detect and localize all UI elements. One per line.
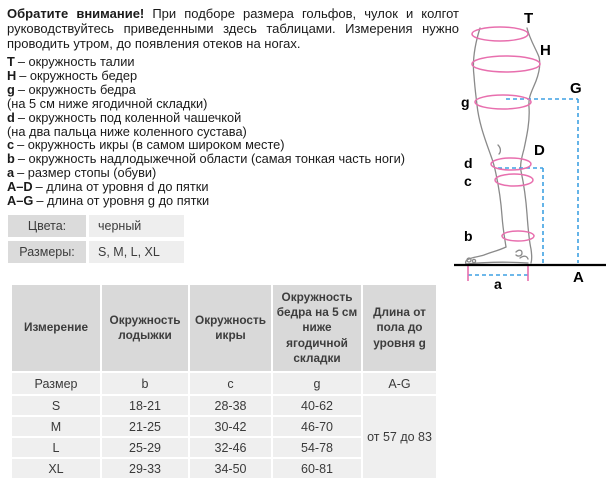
colors-label: Цвета: bbox=[8, 215, 86, 237]
header-measurement: Измерение bbox=[12, 285, 100, 371]
legend-line-T: Т – окружность талии bbox=[7, 54, 135, 69]
legend-line-AG: A–G – длина от уровня g до пятки bbox=[7, 193, 210, 209]
ellipse-waist-T bbox=[472, 27, 528, 41]
label-b: b bbox=[464, 228, 473, 244]
legend-line-AD: A–D – длина от уровня d до пятки bbox=[7, 179, 209, 195]
measurement-ellipses bbox=[468, 27, 540, 281]
intro-text-block bbox=[7, 6, 459, 208]
sizes-row bbox=[8, 241, 184, 263]
header-calf: Окружность икры bbox=[190, 285, 271, 371]
legend-line-g: g – окружность бедра bbox=[7, 81, 136, 97]
ellipse-knee-d bbox=[491, 158, 531, 170]
label-D: D bbox=[534, 142, 545, 159]
label-A: A bbox=[573, 269, 584, 286]
ellipse-hip-H bbox=[472, 56, 540, 72]
subheader-ag: A-G bbox=[363, 373, 436, 394]
intro-paragraph bbox=[7, 6, 459, 51]
label-T: T bbox=[524, 10, 534, 27]
table-row-m: M 21-25 30-42 46-70 bbox=[12, 417, 436, 436]
table-row-l: L 25-29 32-46 54-78 bbox=[12, 438, 436, 457]
length-merged-cell: от 57 до 83 bbox=[363, 396, 436, 478]
leg-measurement-diagram bbox=[436, 2, 606, 290]
size-table-header-row bbox=[12, 285, 436, 371]
label-H: H bbox=[540, 42, 551, 59]
label-d: d bbox=[464, 155, 473, 171]
label-g: g bbox=[461, 94, 470, 110]
subheader-size: Размер bbox=[12, 373, 100, 394]
size-table bbox=[10, 283, 438, 480]
intro-lead: Обратите внимание! bbox=[7, 6, 145, 21]
label-a: a bbox=[494, 276, 502, 290]
header-thigh: Окружность бедра на 5 см ниже ягодичной складки bbox=[273, 285, 361, 371]
ellipse-thigh-g bbox=[475, 95, 531, 109]
subheader-g: g bbox=[273, 373, 361, 394]
ellipse-calf-c bbox=[495, 174, 533, 186]
legend-line-d: d – окружность под коленной чашечкой bbox=[7, 109, 242, 125]
header-length: Длина от пола до уровня g bbox=[363, 285, 436, 371]
legend-line-a: a – размер стопы (обуви) bbox=[7, 165, 157, 181]
guide-lines bbox=[468, 99, 578, 275]
colors-value: черный bbox=[89, 215, 184, 237]
header-ankle: Окружность лодыжки bbox=[102, 285, 188, 371]
colors-row bbox=[8, 215, 184, 237]
label-G: G bbox=[570, 80, 582, 97]
table-row-s: S 18-21 28-38 40-62 от 57 до 83 bbox=[12, 396, 436, 415]
sizes-label: Размеры: bbox=[8, 241, 86, 263]
subheader-b: b bbox=[102, 373, 188, 394]
label-c: c bbox=[464, 173, 472, 189]
legend-line-H: Н – окружность бедер bbox=[7, 67, 138, 83]
subheader-c: c bbox=[190, 373, 271, 394]
sizes-value: S, M, L, XL bbox=[89, 241, 184, 263]
legend-line-c: c – окружность икры (в самом широком месте) bbox=[7, 137, 285, 153]
leg-outline bbox=[466, 28, 540, 264]
legend-line-b: b – окружность надлодыжечной области (самая тонкая часть ноги) bbox=[7, 151, 406, 167]
intro-body: При подборе размера гольфов, чулок и колгот руководствуйтесь приведенными здесь таблицами. Измерения нужно проводить утром, до появления отеков на ногах. bbox=[7, 6, 459, 51]
legend-line-d-note: (на два пальца ниже коленного сустава) bbox=[7, 123, 247, 139]
size-table-subheader-row bbox=[12, 373, 436, 394]
diagram-labels bbox=[461, 10, 584, 290]
table-row-xl: XL 29-33 34-50 60-81 bbox=[12, 459, 436, 478]
legend-line-g-note: (на 5 см ниже ягодичной складки) bbox=[7, 95, 208, 111]
